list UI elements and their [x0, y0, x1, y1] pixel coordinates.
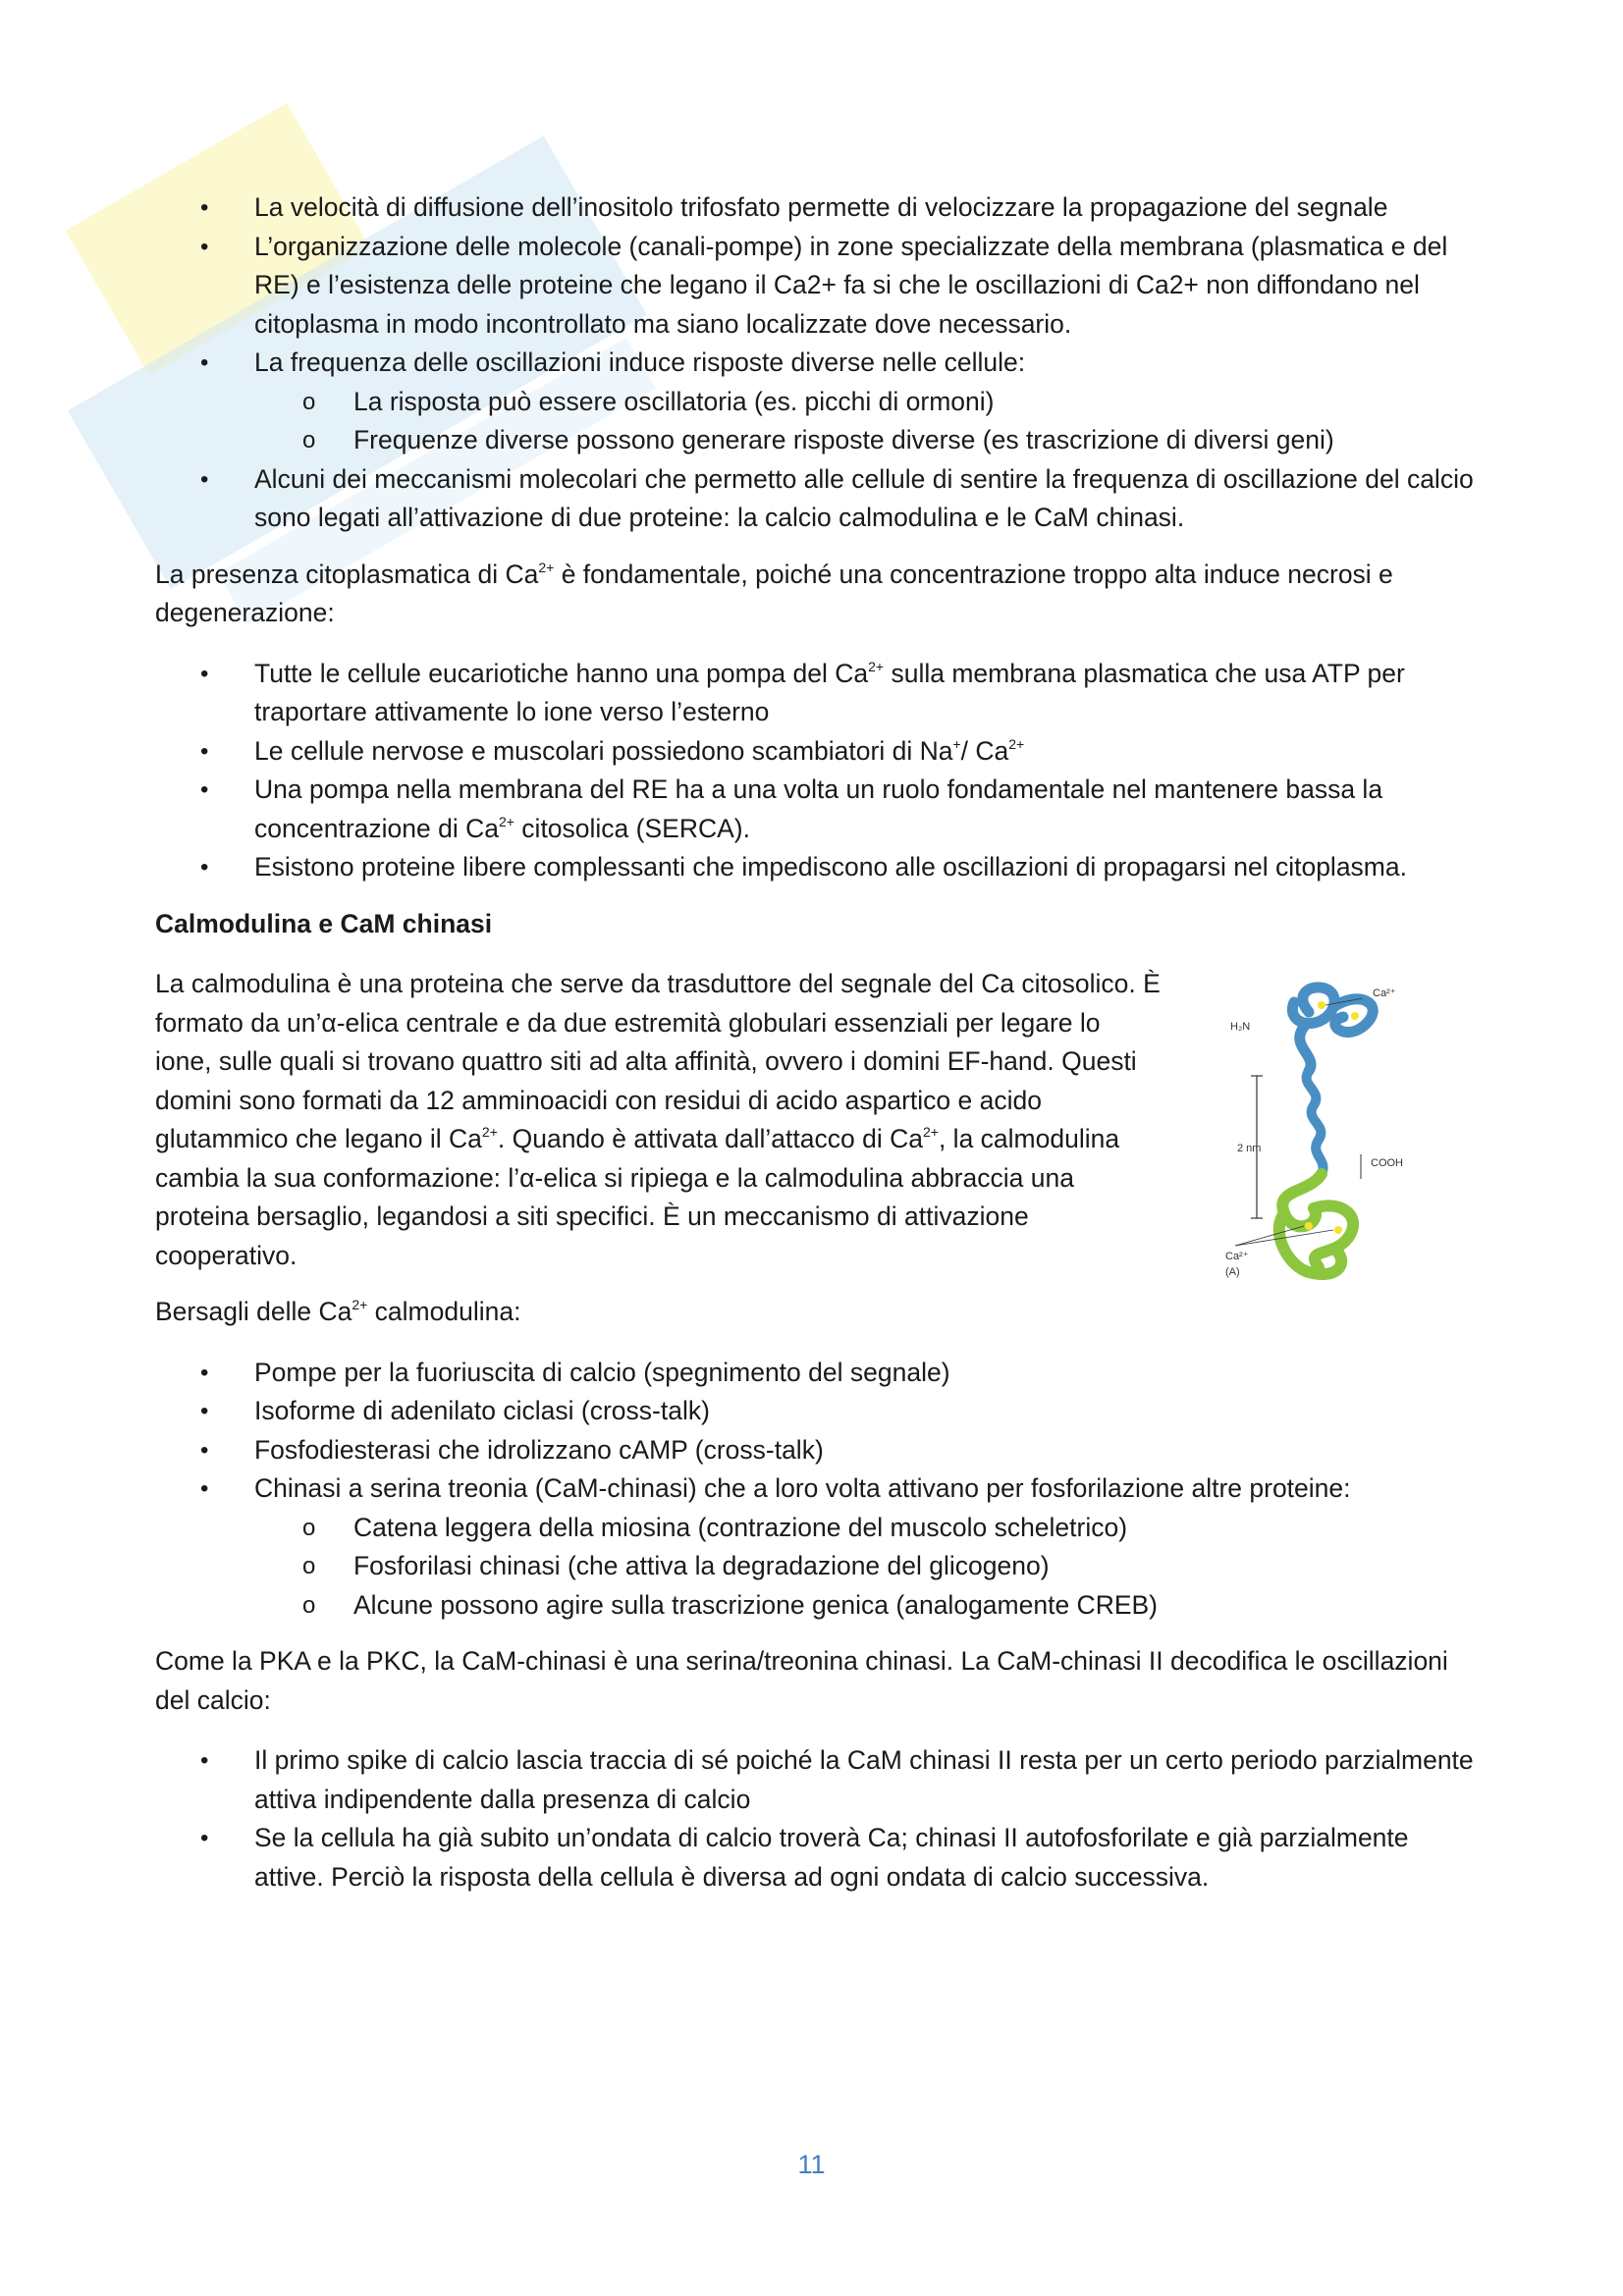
- paragraph-pka: Come la PKA e la PKC, la CaM-chinasi è una serina/treonina chinasi. La CaM-chinasi II decodifica le oscillazioni del calcio:: [155, 1646, 1448, 1715]
- calmodulin-structure-figure: [1216, 973, 1412, 1297]
- sub-list-item: o Fosforilasi chinasi (che attiva la degradazione del glicogeno): [155, 1547, 1476, 1586]
- sub-list-item: o Frequenze diverse possono generare risposte diverse (es trascrizione di diversi geni): [155, 421, 1476, 460]
- list-item: • Tutte le cellule eucariotiche hanno una pompa del $Ca^{2+}$ sulla membrana plasmatica che usa ATP per traportare attivamente lo ione verso l’esterno: [155, 655, 1476, 732]
- page-number: 11: [797, 2150, 826, 2179]
- list-item: • Una pompa nella membrana del RE ha a una volta un ruolo fondamentale nel mantenere bassa la concentrazione di $Ca^{2+}$ citosolica (SERCA).: [155, 771, 1476, 848]
- list-item: • Fosfodiesterasi che idrolizzano cAMP (cross-talk): [155, 1431, 1476, 1470]
- list-item: • Alcuni dei meccanismi molecolari che permetto alle cellule di sentire la frequenza di oscillazione del calcio sono legati all’attivazione di due proteine: la calcio calmodulina e le CaM chinasi.: [155, 460, 1476, 538]
- section-heading: Calmodulina e CaM chinasi: [155, 908, 493, 938]
- central-helix: [1307, 1071, 1324, 1174]
- list-item: • Pompe per la fuoriuscita di calcio (spegnimento del segnale): [155, 1354, 1476, 1393]
- final-bullet-list: [155, 1741, 1476, 1896]
- sub-list-item: o Alcune possono agire sulla trascrizione genica (analogamente CREB): [155, 1586, 1476, 1626]
- calcium-ion: [1334, 1226, 1342, 1234]
- list-item: • Esistono proteine libere complessanti che impediscono alle oscillazioni di propagarsi nel citoplasma.: [155, 848, 1476, 887]
- sub-list-item: o Catena leggera della miosina (contrazione del muscolo scheletrico): [155, 1509, 1476, 1548]
- nh2-label: H₂N: [1230, 1021, 1251, 1033]
- list-item: • L’organizzazione delle molecole (canali-pompe) in zone specializzate della membrana (plasmatica e del RE) e l’esistenza delle proteine che legano il Ca2+ fa si che le oscillazioni di Ca2+ non diffondano nel citoplasma in modo incontrollato ma siano localizzate dove necessario.: [155, 228, 1476, 345]
- cooh-label: COOH: [1371, 1157, 1403, 1169]
- calcium-bullet-list: [155, 655, 1476, 887]
- panel-label: (A): [1225, 1266, 1240, 1278]
- calcium-ion: [1318, 1001, 1325, 1009]
- scale-label: 2 nm: [1237, 1143, 1262, 1154]
- list-item: • Le cellule nervose e muscolari possiedono scambiatori di Na+/ $Ca^{2+}$: [155, 732, 1476, 772]
- ca-top-label: Ca²⁺: [1373, 988, 1396, 999]
- calcium-ion: [1305, 1222, 1313, 1230]
- intro-bullet-list: [155, 188, 1476, 538]
- sub-list-item: o La risposta può essere oscillatoria (es. picchi di ormoni): [155, 383, 1476, 422]
- list-item: • Isoforme di adenilato ciclasi (cross-talk): [155, 1392, 1476, 1431]
- list-item: • Il primo spike di calcio lascia traccia di sé poiché la CaM chinasi II resta per un certo periodo parzialmente attiva indipendente dalla presenza di calcio: [155, 1741, 1476, 1819]
- calmodulin-n-domain: [1292, 988, 1373, 1071]
- calcium-ion: [1351, 1012, 1359, 1020]
- targets-bullet-list: [155, 1354, 1476, 1626]
- list-item: • La frequenza delle oscillazioni induce risposte diverse nelle cellule:: [155, 344, 1476, 383]
- paragraph-bersagli: Bersagli delle $Ca^{2+}$ calmodulina:: [155, 1297, 521, 1326]
- paragraph-calmodulina: La calmodulina è una proteina che serve da trasduttore del segnale del Ca citosolico. È formato da un’α-elica centrale e da due estremità globulari essenziali per legare lo ione, sulle quali si trovano quattro siti ad alta affinità, ovvero i domini EF-hand. Questi domini sono formati da 12 amminoacidi con residui di acido aspartico e acido glutammico che legano il $Ca^{2+}$. Quando è attivata dall’attacco di $Ca^{2+}$, la calmodulina cambia la sua conformazione: l’α-elica si ripiega e la calmodulina abbraccia una proteina bersaglio, legandosi a siti specifici. È un meccanismo di attivazione cooperativo.: [155, 969, 1161, 1270]
- list-item: • La velocità di diffusione dell’inositolo trifosfato permette di velocizzare la propagazione del segnale: [155, 188, 1476, 228]
- ca-bottom-label: Ca²⁺: [1225, 1251, 1249, 1262]
- calmodulin-section: [155, 965, 1476, 1278]
- calmodulin-c-domain: [1279, 1174, 1353, 1274]
- paragraph-presenza: La presenza citoplasmatica di $Ca^{2+}$ è fondamentale, poiché una concentrazione troppo alta induce necrosi e degenerazione:: [155, 559, 1393, 627]
- list-item: • Chinasi a serina treonia (CaM-chinasi) che a loro volta attivano per fosforilazione altre proteine:: [155, 1469, 1476, 1509]
- list-item: • Se la cellula ha già subito un’ondata di calcio troverà Ca; chinasi II autofosforilate e già parzialmente attive. Perciò la risposta della cellula è diversa ad ogni ondata di calcio successiva.: [155, 1819, 1476, 1896]
